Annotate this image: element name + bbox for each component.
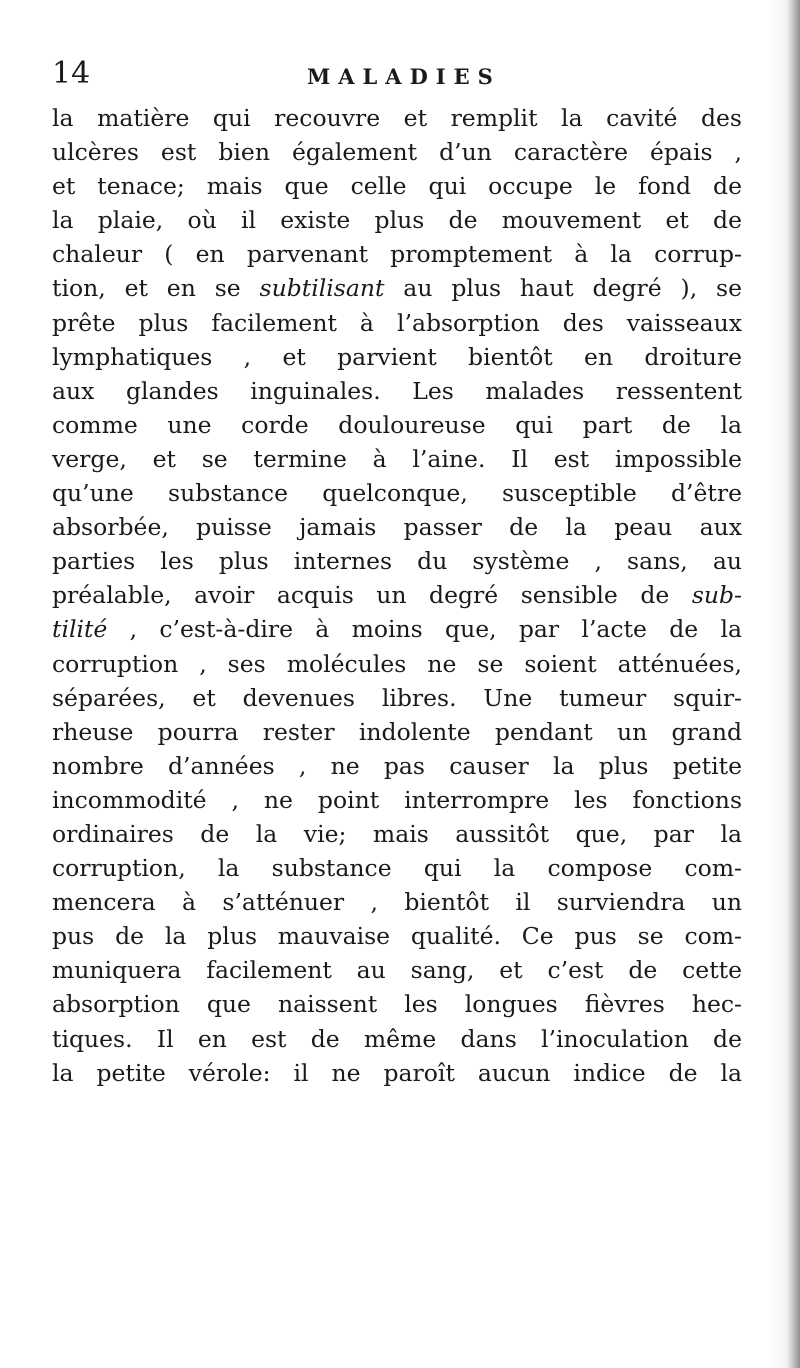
text-line: corruption , ses molécules ne se soient atténuées, <box>52 649 742 678</box>
text-line: ordinaires de la vie; mais aussitôt que, par la <box>52 819 742 848</box>
page-edge-shadow <box>786 0 800 1368</box>
text-line: tion, et en se subtilisant au plus haut degré ), se <box>52 274 743 303</box>
text-line: prête plus facilement à l’absorption des vaisseaux <box>52 308 742 337</box>
text-line: lymphatiques , et parvient bientôt en droiture <box>52 342 742 371</box>
text-line: comme une corde douloureuse qui part de la <box>52 410 742 439</box>
text-line: la matière qui recouvre et remplit la cavité des <box>52 104 742 132</box>
text-line: la plaie, où il existe plus de mouvement et de <box>52 206 742 235</box>
text-line: nombre d’années , ne pas causer la plus petite <box>52 751 742 780</box>
text-line: tilité , c’est-à-dire à moins que, par l’acte de la <box>52 615 742 644</box>
page-number: 14 <box>52 56 91 91</box>
text-line: verge, et se termine à l’aine. Il est impossible <box>52 444 742 473</box>
running-title: MALADIES <box>307 64 501 89</box>
text-line: absorbée, puisse jamais passer de la peau aux <box>52 513 742 542</box>
text-line: incommodité , ne point interrompre les fonctions <box>52 785 742 814</box>
text-line: absorption que naissent les longues fièvres hec- <box>52 990 742 1019</box>
italic-term: subtilisant <box>259 274 385 303</box>
text-line: mencera à s’atténuer , bientôt il surviendra un <box>52 888 742 917</box>
italic-term: sub- <box>691 581 742 610</box>
text-line: pus de la plus mauvaise qualité. Ce pus se com- <box>52 922 742 951</box>
text-line: qu’une substance quelconque, susceptible d’être <box>52 479 742 508</box>
text-line: la petite vérole: il ne paroît aucun indice de la <box>52 1058 742 1087</box>
text-line: muniquera facilement au sang, et c’est de cette <box>52 956 742 985</box>
running-head <box>52 56 742 96</box>
text-line: rheuse pourra rester indolente pendant un grand <box>52 717 742 746</box>
text-line: parties les plus internes du système , sans, au <box>52 547 742 576</box>
text-line: ulcères est bien également d’un caractère épais , <box>52 138 742 167</box>
text-line: préalable, avoir acquis un degré sensible de sub- <box>52 581 742 610</box>
text-line: chaleur ( en parvenant promptement à la corrup- <box>52 240 742 269</box>
italic-term: tilité <box>52 615 108 644</box>
text-line: corruption, la substance qui la compose com- <box>52 854 742 883</box>
text-line: et tenace; mais que celle qui occupe le fond de <box>52 172 742 201</box>
text-line: séparées, et devenues libres. Une tumeur squir- <box>52 683 742 712</box>
body-paragraph <box>52 101 742 1090</box>
text-line: aux glandes inguinales. Les malades ressentent <box>52 376 742 405</box>
text-line: tiques. Il en est de même dans l’inoculation de <box>52 1024 742 1053</box>
